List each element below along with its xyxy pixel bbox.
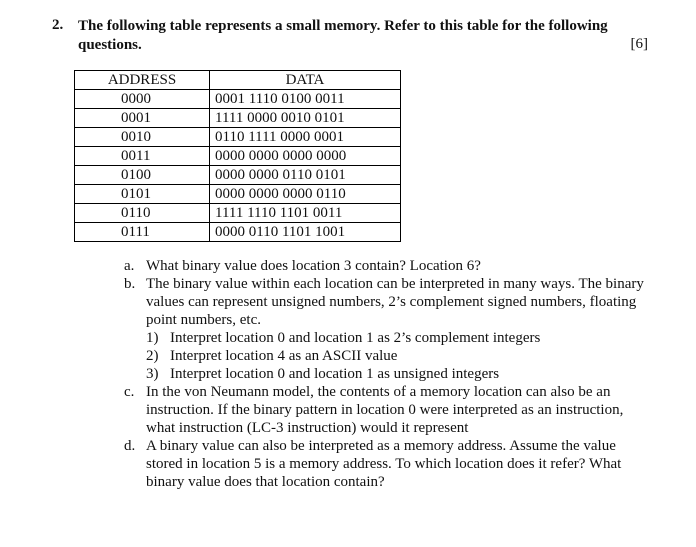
part-c — [124, 383, 644, 437]
table-row — [75, 185, 401, 204]
data-cell: 0000 0000 0000 0110 — [210, 185, 401, 204]
part-c-label: c. — [124, 384, 135, 400]
table-row — [75, 223, 401, 242]
part-b-item-text: Interpret location 4 as an ASCII value — [170, 348, 398, 364]
part-b-item-label: 1) — [146, 330, 159, 346]
table-row — [75, 128, 401, 147]
data-header: DATA — [210, 71, 401, 90]
question-text: The following table represents a small memory. Refer to this table for the following questions. — [78, 18, 608, 53]
table-header-row — [75, 71, 401, 90]
part-d-text: A binary value can also be interpreted as a memory address. Assume the value stored in location 5 is a memory address. To which location does it refer? What binary value does that location contain? — [146, 438, 622, 490]
part-a-text: What binary value does location 3 contain? Location 6? — [146, 258, 481, 274]
part-b-item-text: Interpret location 0 and location 1 as unsigned integers — [170, 366, 500, 382]
memory-table — [74, 70, 401, 242]
part-b — [124, 275, 644, 383]
part-b-text: The binary value within each location can be interpreted in many ways. The binary values can represent unsigned numbers, 2’s complement signed numbers, floating point numbers, etc. — [146, 276, 644, 328]
table-row — [75, 109, 401, 128]
address-cell: 0101 — [75, 185, 210, 204]
address-cell: 0010 — [75, 128, 210, 147]
question-marks: [6] — [630, 36, 648, 52]
address-cell: 0111 — [75, 223, 210, 242]
part-b-label: b. — [124, 276, 136, 292]
part-b-item — [146, 347, 644, 365]
part-c-text: In the von Neumann model, the contents of a memory location can also be an instruction. If the binary pattern in location 0 were interpreted as an instruction, what instruction (LC-3 instruction) would it represent — [146, 384, 624, 436]
part-b-item — [146, 365, 644, 383]
part-b-item-label: 2) — [146, 348, 159, 364]
sub-questions — [124, 257, 644, 491]
part-b-item-label: 3) — [146, 366, 159, 382]
address-header: ADDRESS — [75, 71, 210, 90]
address-cell: 0000 — [75, 90, 210, 109]
data-cell: 1111 1110 1101 0011 — [210, 204, 401, 223]
data-cell: 1111 0000 0010 0101 — [210, 109, 401, 128]
table-row — [75, 204, 401, 223]
address-cell: 0100 — [75, 166, 210, 185]
address-cell: 0001 — [75, 109, 210, 128]
part-d-label: d. — [124, 438, 136, 454]
table-row — [75, 147, 401, 166]
address-cell: 0110 — [75, 204, 210, 223]
part-a — [124, 257, 644, 275]
question-number: 2. — [52, 17, 64, 33]
data-cell: 0000 0000 0000 0000 — [210, 147, 401, 166]
part-d — [124, 437, 644, 491]
data-cell: 0000 0000 0110 0101 — [210, 166, 401, 185]
part-b-item — [146, 329, 644, 347]
table-row — [75, 90, 401, 109]
table-row — [75, 166, 401, 185]
part-b-item-text: Interpret location 0 and location 1 as 2’s complement integers — [170, 330, 541, 346]
part-a-label: a. — [124, 258, 135, 274]
data-cell: 0110 1111 0000 0001 — [210, 128, 401, 147]
data-cell: 0000 0110 1101 1001 — [210, 223, 401, 242]
address-cell: 0011 — [75, 147, 210, 166]
data-cell: 0001 1110 0100 0011 — [210, 90, 401, 109]
